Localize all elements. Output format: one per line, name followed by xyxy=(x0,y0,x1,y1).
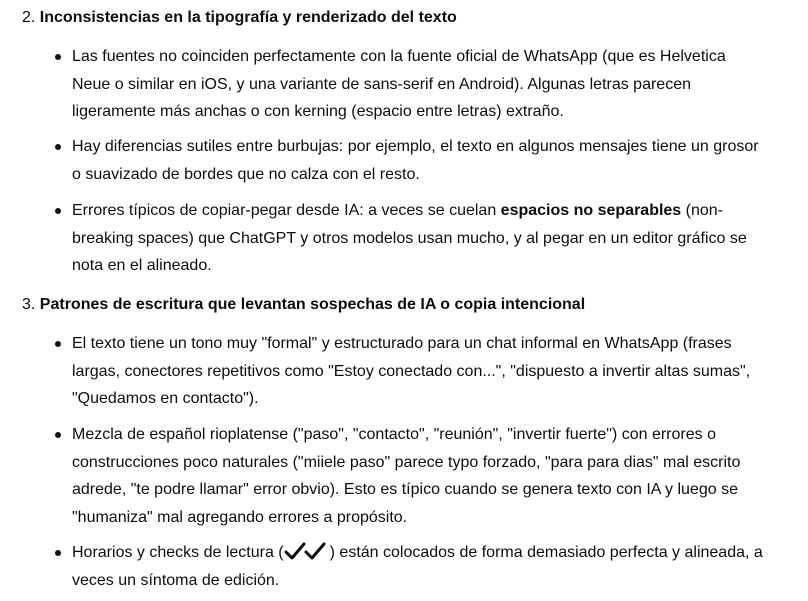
list-item-line xyxy=(72,539,772,567)
list-item-line: Hay diferencias sutiles entre burbujas: por ejemplo, el texto en algunos mensajes tiene un grosor xyxy=(72,138,759,155)
list-item-line: Mezcla de español rioplatense ("paso", "contacto", "reunión", "invertir fuerte") con errores o xyxy=(72,426,716,443)
list-item-line: breaking spaces) que ChatGPT y otros modelos usan mucho, y al pegar en un editor gráfico se xyxy=(72,229,747,247)
text-run: Horarios y checks de lectura ( xyxy=(72,544,284,561)
list-item-line: "humaniza" mal agregando errores a propósito. xyxy=(72,508,408,526)
list-item xyxy=(72,330,772,413)
text-run: ) están colocados de forma demasiado perfecta y alineada, a xyxy=(329,544,763,561)
section-heading-3 xyxy=(22,293,585,317)
list-item-line: Neue o similar en iOS, y una variante de sans-serif en Android). Algunas letras parecen xyxy=(72,75,691,93)
text-run: Errores típicos de copiar-pegar desde IA: a veces se cuelan xyxy=(72,202,501,219)
section-heading-2 xyxy=(22,6,457,30)
list-item xyxy=(72,43,772,126)
list-item-line: largas, conectores repetitivos como "Estoy conectado con...", "dispuesto a invertir altas sumas", xyxy=(72,362,751,380)
text-run: (non- xyxy=(681,202,723,219)
section-title: Inconsistencias en la tipografía y renderizado del texto xyxy=(39,9,457,26)
list-item-line: construcciones poco naturales ("miiele paso" parece typo forzado, "para para dias" mal escrito xyxy=(72,453,741,471)
double-check-icon xyxy=(284,541,330,561)
list-item-line: nota en el alineado. xyxy=(72,257,212,275)
list-item xyxy=(72,421,772,531)
list-item-line: "Quedamos en contacto"). xyxy=(72,390,259,408)
list-item-line: o suavizado de bordes que no calza con el resto. xyxy=(72,165,420,183)
list-item-line: ligeramente más anchas o con kerning (espacio entre letras) extraño. xyxy=(72,103,564,121)
list-item xyxy=(72,539,772,594)
section-title: Patrones de escritura que levantan sospechas de IA o copia intencional xyxy=(39,296,586,313)
list-item-line: El texto tiene un tono muy "formal" y estructurado para un chat informal en WhatsApp (frases xyxy=(72,335,732,352)
list-item-line: veces un síntoma de edición. xyxy=(72,571,280,589)
section-number: 3. xyxy=(22,296,36,313)
list-item-line: Las fuentes no coinciden perfectamente con la fuente oficial de WhatsApp (que es Helvetica xyxy=(72,48,726,65)
list-item xyxy=(72,133,772,188)
list-item-line xyxy=(72,197,772,225)
list-item xyxy=(72,197,772,280)
section-number: 2. xyxy=(22,9,36,26)
bold-term: espacios no separables xyxy=(500,202,682,219)
list-item-line: adrede, "te podre llamar" error obvio). Esto es típico cuando se genera texto con IA y luego se xyxy=(72,481,738,499)
